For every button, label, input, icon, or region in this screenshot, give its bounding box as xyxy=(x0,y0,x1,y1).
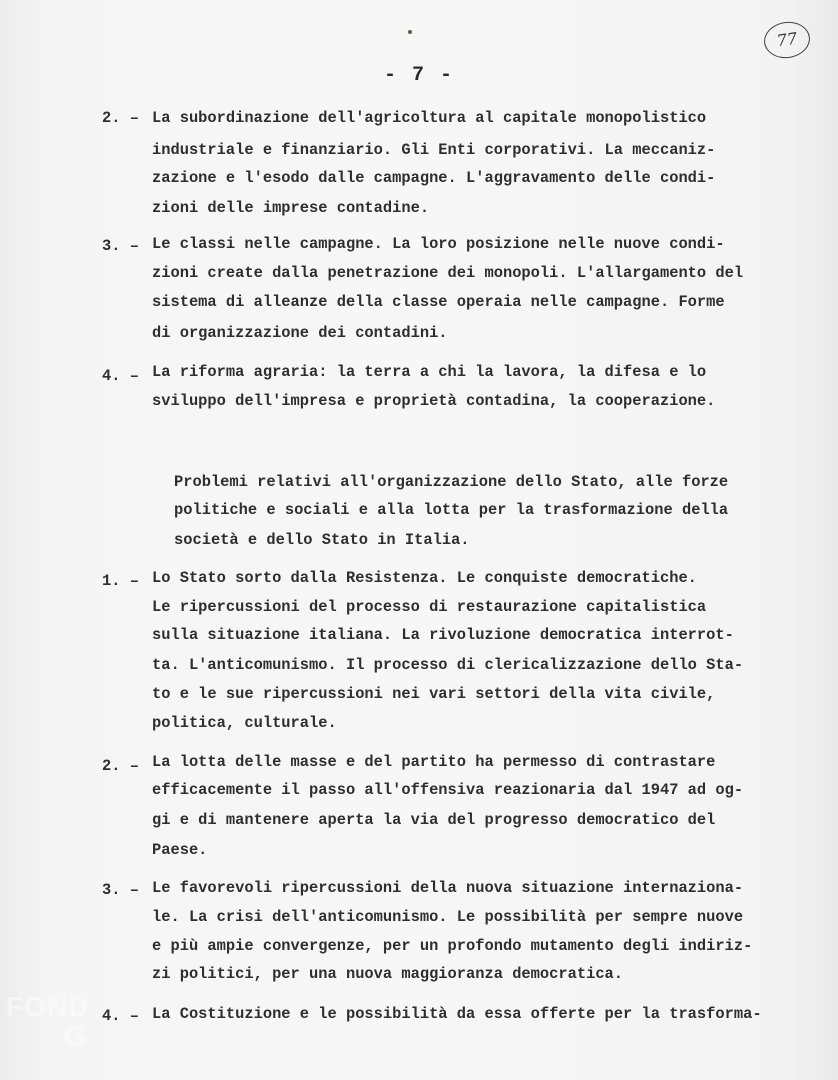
ink-speck xyxy=(408,30,412,34)
watermark-text: FOND xyxy=(6,991,90,1022)
text-line: e più ampie convergenze, per un profondo mutamento degli indiriz- xyxy=(152,937,753,955)
item-number: 4. – xyxy=(102,1007,139,1025)
watermark-text: G xyxy=(64,1021,87,1052)
item-number: 4. – xyxy=(102,367,139,385)
item-number: 2. – xyxy=(102,757,139,775)
text-line: Lo Stato sorto dalla Resistenza. Le conquiste democratiche. xyxy=(152,569,697,587)
text-line: efficacemente il passo all'offensiva reazionaria dal 1947 ad og- xyxy=(152,781,744,799)
text-line: zioni create dalla penetrazione dei monopoli. L'allargamento del xyxy=(152,264,744,282)
item-number: 2. – xyxy=(102,109,139,127)
text-line: to e le sue ripercussioni nei vari settori della vita civile, xyxy=(152,685,716,703)
text-line: di organizzazione dei contadini. xyxy=(152,324,448,342)
text-line: La subordinazione dell'agricoltura al capitale monopolistico xyxy=(152,109,707,127)
text-line: Le ripercussioni del processo di restaurazione capitalistica xyxy=(152,598,707,616)
text-line: gi e di mantenere aperta la via del progresso democratico del xyxy=(152,811,716,829)
section-heading-line: società e dello Stato in Italia. xyxy=(174,531,470,549)
text-line: sistema di alleanze della classe operaia nelle campagne. Forme xyxy=(152,293,725,311)
text-line: sulla situazione italiana. La rivoluzione democratica interrot- xyxy=(152,626,734,644)
section-heading-line: politiche e sociali e alla lotta per la trasformazione della xyxy=(174,501,729,519)
text-line: politica, culturale. xyxy=(152,714,337,732)
text-line: La riforma agraria: la terra a chi la lavora, la difesa e lo xyxy=(152,363,707,381)
section-heading-line: Problemi relativi all'organizzazione dello Stato, alle forze xyxy=(174,473,729,491)
text-line: sviluppo dell'impresa e proprietà contadina, la cooperazione. xyxy=(152,392,716,410)
text-line: ta. L'anticomunismo. Il processo di clericalizzazione dello Sta- xyxy=(152,656,744,674)
text-line: zazione e l'esodo dalle campagne. L'aggravamento delle condi- xyxy=(152,169,716,187)
text-line: La Costituzione e le possibilità da essa offerte per la trasforma- xyxy=(152,1005,762,1023)
item-number: 1. – xyxy=(102,572,139,590)
archive-page-number: 77 xyxy=(762,19,813,61)
text-line: Le favorevoli ripercussioni della nuova situazione internaziona- xyxy=(152,879,744,897)
archive-watermark xyxy=(6,992,89,1052)
item-number: 3. – xyxy=(102,881,139,899)
text-line: Paese. xyxy=(152,841,208,859)
text-line: zi politici, per una nuova maggioranza democratica. xyxy=(152,965,624,983)
text-line: le. La crisi dell'anticomunismo. Le possibilità per sempre nuove xyxy=(152,908,744,926)
text-line: Le classi nelle campagne. La loro posizione nelle nuove condi- xyxy=(152,235,725,253)
text-line: La lotta delle masse e del partito ha permesso di contrastare xyxy=(152,753,716,771)
text-line: industriale e finanziario. Gli Enti corporativi. La meccaniz- xyxy=(152,141,716,159)
item-number: 3. – xyxy=(102,237,139,255)
page-number: - 7 - xyxy=(383,64,454,87)
text-line: zioni delle imprese contadine. xyxy=(152,199,430,217)
